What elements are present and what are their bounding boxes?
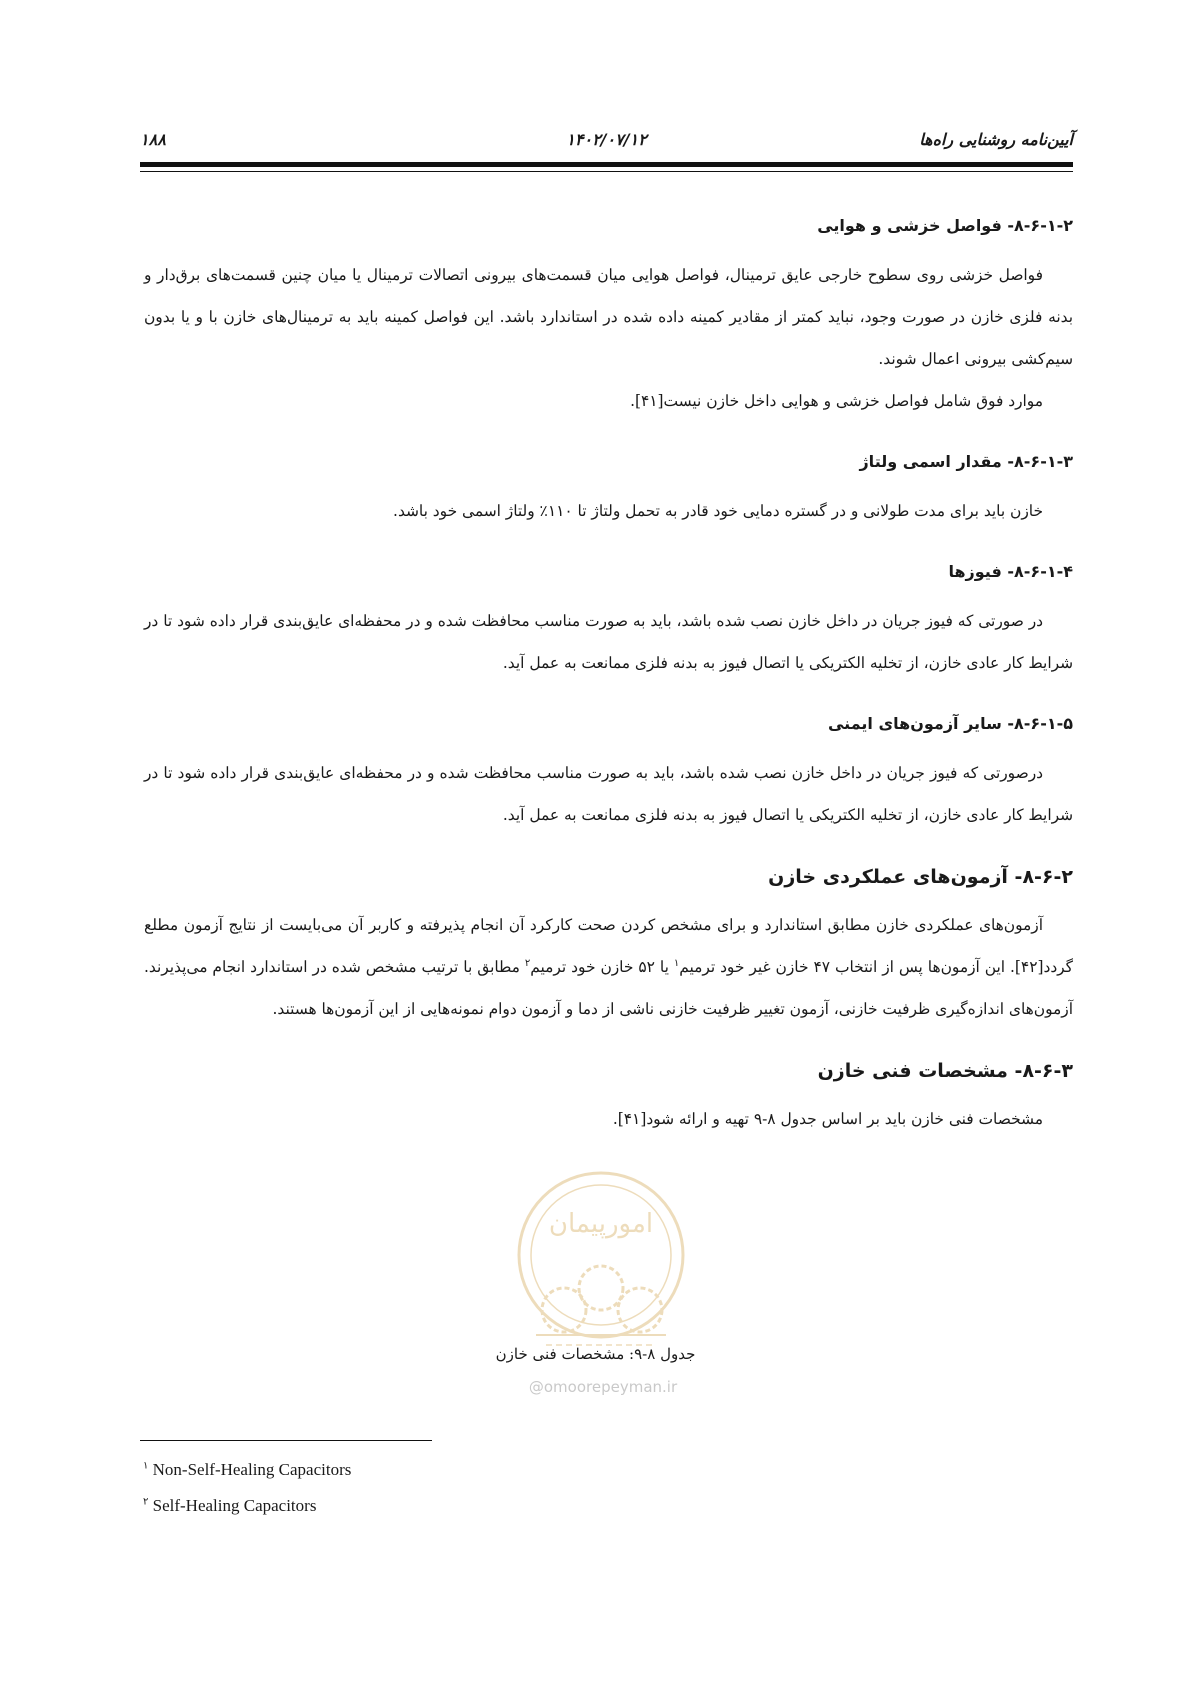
table-caption: جدول ۸-۹: مشخصات فنی خازن: [495, 1345, 696, 1363]
header-doc-title: آیین‌نامه روشنایی راه‌ها: [919, 130, 1073, 149]
footnote-rule: [140, 1440, 432, 1441]
paragraph-text: آزمون‌های عملکردی خازن مطابق استاندارد و برای مشخص کردن صحت کارکرد آن انجام پذیرفته و کاربر آن می‌بایست از نتایج آزمون مطلع گردد[۴۲]. این آزمون‌ها پس از انتخاب ۴۷ خازن غیر خود ترمیم: [144, 916, 1073, 976]
footnote-mark: ۲: [143, 1496, 149, 1508]
paragraph: موارد فوق شامل فواصل خزشی و هوایی داخل خازن نیست[۴۱].: [630, 392, 1043, 410]
paragraph: در صورتی که فیوز جریان در داخل خازن نصب شده باشد، باید به صورت مناسب محافظت شده و در محفظه‌ای عایق‌بندی قرار داده شود تا در شرایط کار عادی خازن، از تخلیه الکتریکی یا اتصال فیوز به بدنه فلزی ممانعت به عمل آید.: [144, 612, 1073, 672]
page-body: [144, 212, 1073, 1140]
footnote-text: Self-Healing Capacitors: [152, 1496, 317, 1515]
section-heading: ۸-۶-۱-۲- فواصل خزشی و هوایی: [817, 216, 1073, 235]
header-date: ۱۴۰۲/۰۷/۱۲: [566, 130, 647, 149]
paragraph: فواصل خزشی روی سطوح خارجی عایق ترمینال، فواصل هوایی میان قسمت‌های بیرونی اتصالات ترمینال یا میان چنین قسمت‌های برق‌دار و بدنه فلزی خازن در صورت وجود، نباید کمتر از مقادیر کمینه داده شده در استاندارد باشد. این فواصل کمینه باید به ترمینال‌های خازن با و یا بدون سیم‌کشی بیرونی اعمال شوند.: [144, 266, 1073, 368]
footnotes: [143, 1452, 351, 1524]
header-rule-thin: [140, 171, 1073, 172]
subsection-heading: ۸-۶-۳- مشخصات فنی خازن: [817, 1060, 1073, 1082]
header-rule-thick: [140, 162, 1073, 167]
section-heading: ۸-۶-۱-۳- مقدار اسمی ولتاژ: [859, 452, 1073, 471]
seal-watermark: [506, 1160, 696, 1370]
footnote-item: [143, 1452, 351, 1488]
footnote-text: Non-Self-Healing Capacitors: [152, 1460, 352, 1479]
footnote-ref[interactable]: ۲: [524, 957, 531, 969]
paragraph: [144, 904, 1073, 1030]
section-heading: ۸-۶-۱-۵- سایر آزمون‌های ایمنی: [827, 714, 1073, 733]
seal-text: امورپیمان: [548, 1209, 654, 1239]
paragraph-text: مطابق با ترتیب مشخص شده در استاندارد انجام می‌پذیرند. آزمون‌های اندازه‌گیری ظرفیت خازنی، آزمون تغییر ظرفیت خازنی ناشی از دما و آزمون دوام نمونه‌هایی از این آزمون‌ها هستند.: [144, 958, 1073, 1018]
paragraph: مشخصات فنی خازن باید بر اساس جدول ۸-۹ تهیه و ارائه شود[۴۱].: [612, 1110, 1043, 1128]
footnote-item: [143, 1488, 351, 1524]
footnote-mark: ۱: [143, 1460, 149, 1472]
paragraph-text: یا ۵۲ خازن خود ترمیم: [530, 958, 674, 976]
paragraph: خازن باید برای مدت طولانی و در گستره دمایی خود قادر به تحمل ولتاژ تا ۱۱۰٪ ولتاژ اسمی خود باشد.: [393, 502, 1043, 520]
watermark-url: @omoorepeyman.ir: [528, 1378, 678, 1396]
page-header: [140, 130, 1073, 154]
paragraph: درصورتی که فیوز جریان در داخل خازن نصب شده باشد، باید به صورت مناسب محافظت شده و در محفظه‌ای عایق‌بندی قرار داده شود تا در شرایط کار عادی خازن، از تخلیه الکتریکی یا اتصال فیوز به بدنه فلزی ممانعت به عمل آید.: [144, 764, 1073, 824]
page-number: ۱۸۸: [140, 130, 166, 149]
footnote-ref[interactable]: ۱: [673, 957, 680, 969]
subsection-heading: ۸-۶-۲- آزمون‌های عملکردی خازن: [768, 866, 1073, 888]
section-heading: ۸-۶-۱-۴- فیوزها: [948, 562, 1073, 581]
